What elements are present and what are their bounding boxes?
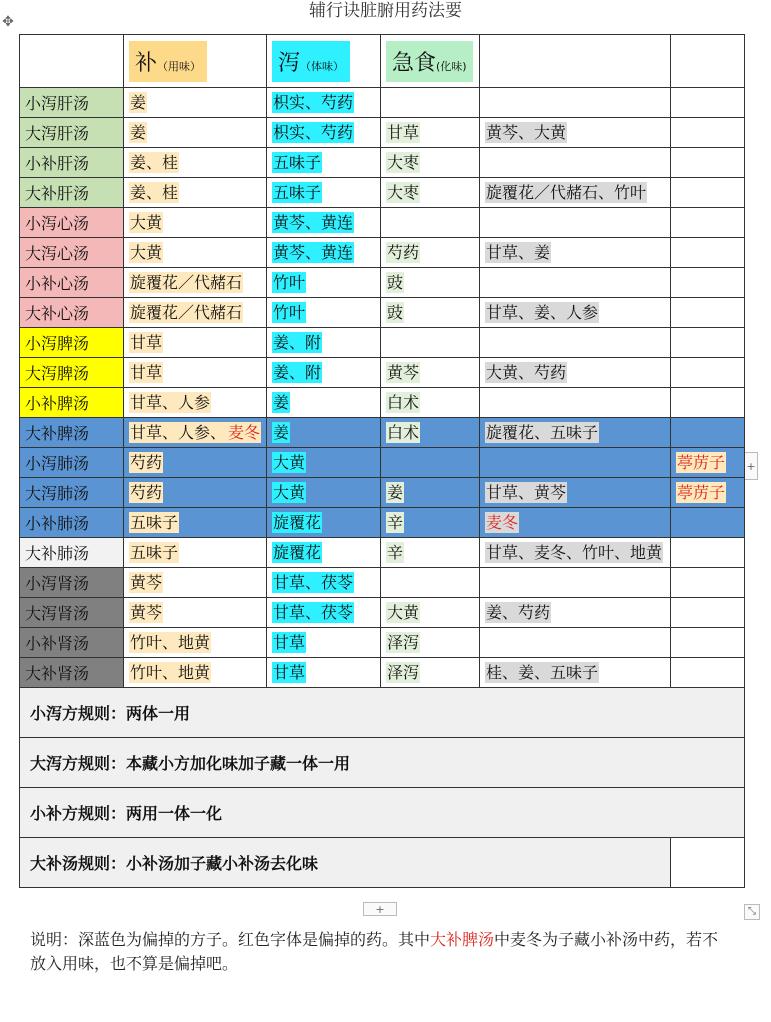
cell-bu xyxy=(124,148,267,178)
cell-extra2 xyxy=(671,328,745,358)
cell-extra2 xyxy=(671,628,745,658)
rule-blank-cell xyxy=(671,838,745,888)
cell-extra xyxy=(480,238,671,268)
cell-jishi xyxy=(381,568,480,598)
table-header-row xyxy=(20,35,745,88)
cell-extra-text: 旋覆花／代赭石、竹叶 xyxy=(486,182,647,202)
table-row xyxy=(20,178,745,208)
cell-jishi xyxy=(381,388,480,418)
cell-jishi-text: 白术 xyxy=(387,392,420,412)
cell-extra2-text: 葶苈子 xyxy=(677,452,726,472)
formula-name: 小补肾汤 xyxy=(20,628,124,658)
table-row xyxy=(20,208,745,238)
rule-row xyxy=(20,788,745,838)
cell-extra2 xyxy=(671,148,745,178)
formula-name: 大泻肝汤 xyxy=(20,118,124,148)
rule-row xyxy=(20,738,745,788)
cell-jishi-text: 泽泻 xyxy=(387,632,420,652)
add-row-plus-icon[interactable]: + xyxy=(363,902,397,916)
cell-extra2-text: 葶苈子 xyxy=(677,482,726,502)
header-jishi xyxy=(381,35,480,88)
table-row xyxy=(20,628,745,658)
cell-bu-text: 甘草、人参 xyxy=(130,392,211,412)
cell-bu xyxy=(124,448,267,478)
cell-extra2 xyxy=(671,358,745,388)
cell-extra-text: 旋覆花、五味子 xyxy=(486,422,599,442)
cell-extra xyxy=(480,298,671,328)
cell-extra2 xyxy=(671,538,745,568)
formula-name: 大补肝汤 xyxy=(20,178,124,208)
formula-name: 大补肺汤 xyxy=(20,538,124,568)
cell-xie xyxy=(267,598,381,628)
cell-xie-text: 枳实、芍药 xyxy=(273,122,354,142)
cell-bu xyxy=(124,178,267,208)
cell-jishi xyxy=(381,478,480,508)
cell-extra xyxy=(480,208,671,238)
cell-bu xyxy=(124,268,267,298)
table-row xyxy=(20,418,745,448)
cell-jishi-text: 豉 xyxy=(387,302,404,322)
cell-extra xyxy=(480,118,671,148)
cell-jishi xyxy=(381,508,480,538)
cell-xie xyxy=(267,568,381,598)
cell-extra xyxy=(480,418,671,448)
add-column-plus-icon[interactable]: + xyxy=(744,452,758,480)
cell-jishi-text: 泽泻 xyxy=(387,662,420,682)
cell-jishi-text: 甘草 xyxy=(387,122,420,142)
cell-extra xyxy=(480,148,671,178)
cell-xie xyxy=(267,208,381,238)
cell-bu-text: 芍药 xyxy=(130,482,163,502)
cell-bu xyxy=(124,118,267,148)
table-row xyxy=(20,508,745,538)
cell-xie xyxy=(267,268,381,298)
formula-name: 大补肾汤 xyxy=(20,658,124,688)
header-xie-label xyxy=(272,41,350,82)
cell-jishi xyxy=(381,538,480,568)
document-title: 辅行诀脏腑用药法要 xyxy=(309,1,462,21)
table-row xyxy=(20,568,745,598)
cell-jishi xyxy=(381,118,480,148)
cell-jishi xyxy=(381,148,480,178)
cell-jishi xyxy=(381,178,480,208)
cell-xie-text: 甘草 xyxy=(273,632,306,652)
table-row xyxy=(20,238,745,268)
cell-xie-text: 甘草 xyxy=(273,662,306,682)
cell-bu-text: 五味子 xyxy=(130,512,179,532)
table-row xyxy=(20,448,745,478)
cell-jishi xyxy=(381,418,480,448)
formula-name: 大泻肾汤 xyxy=(20,598,124,628)
cell-xie xyxy=(267,178,381,208)
cell-jishi xyxy=(381,628,480,658)
cell-extra xyxy=(480,268,671,298)
table-row xyxy=(20,358,745,388)
cell-bu xyxy=(124,208,267,238)
cell-xie xyxy=(267,328,381,358)
header-bu-small: （用味） xyxy=(157,59,202,73)
cell-bu-text: 五味子 xyxy=(130,542,179,562)
cell-xie xyxy=(267,508,381,538)
cell-extra2 xyxy=(671,448,745,478)
cell-xie-text: 大黄 xyxy=(273,482,306,502)
cell-xie-text: 甘草、茯苓 xyxy=(273,572,354,592)
table-row xyxy=(20,598,745,628)
formula-name: 小补心汤 xyxy=(20,268,124,298)
cell-jishi xyxy=(381,328,480,358)
cell-jishi xyxy=(381,598,480,628)
cell-extra-text: 大黄、芍药 xyxy=(486,362,567,382)
cell-jishi-text: 芍药 xyxy=(387,242,420,262)
rule-text: 小补方规则：两用一体一化 xyxy=(20,788,745,838)
cell-extra xyxy=(480,478,671,508)
rule-row xyxy=(20,688,745,738)
cell-extra xyxy=(480,508,671,538)
table-row xyxy=(20,538,745,568)
formula-name: 小泻脾汤 xyxy=(20,328,124,358)
formula-name: 大补脾汤 xyxy=(20,418,124,448)
cell-bu-text: 甘草 xyxy=(130,362,163,382)
rule-text: 大泻方规则：本藏小方加化味加子藏一体一用 xyxy=(20,738,745,788)
table-row xyxy=(20,658,745,688)
cell-bu-text: 黄芩 xyxy=(130,572,163,592)
formula-name: 大泻脾汤 xyxy=(20,358,124,388)
rule-row xyxy=(20,838,745,888)
cell-xie-text: 姜、附 xyxy=(273,362,322,382)
cell-extra xyxy=(480,658,671,688)
cell-xie-text: 旋覆花 xyxy=(273,512,322,532)
cell-xie xyxy=(267,388,381,418)
cell-extra2 xyxy=(671,268,745,298)
table-row xyxy=(20,388,745,418)
formula-name: 小泻心汤 xyxy=(20,208,124,238)
cell-bu xyxy=(124,418,267,448)
cell-xie-text: 五味子 xyxy=(273,152,322,172)
cell-xie xyxy=(267,628,381,658)
cell-xie xyxy=(267,448,381,478)
cell-jishi xyxy=(381,88,480,118)
cell-extra xyxy=(480,628,671,658)
cell-bu xyxy=(124,358,267,388)
formula-name: 小泻肝汤 xyxy=(20,88,124,118)
cell-xie xyxy=(267,478,381,508)
cell-extra-text: 黄芩、大黄 xyxy=(486,122,567,142)
cell-extra xyxy=(480,88,671,118)
cell-xie-text: 五味子 xyxy=(273,182,322,202)
cell-jishi xyxy=(381,268,480,298)
cell-extra-text: 甘草、姜、人参 xyxy=(486,302,599,322)
cell-extra-text: 甘草、黄芩 xyxy=(486,482,567,502)
header-jishi-big: 急食 xyxy=(392,50,437,76)
formula-name: 小补肝汤 xyxy=(20,148,124,178)
cell-jishi-text: 大枣 xyxy=(387,182,420,202)
cell-extra2 xyxy=(671,88,745,118)
cell-xie-text: 大黄 xyxy=(273,452,306,472)
table-row xyxy=(20,268,745,298)
cell-extra-text: 甘草、姜 xyxy=(486,242,551,262)
header-bu-big: 补 xyxy=(135,50,158,76)
cell-bu xyxy=(124,298,267,328)
cell-extra2 xyxy=(671,478,745,508)
cell-xie-text: 旋覆花 xyxy=(273,542,322,562)
cell-xie xyxy=(267,148,381,178)
prescription-table xyxy=(19,34,745,888)
cell-jishi-text: 黄芩 xyxy=(387,362,420,382)
cell-extra xyxy=(480,358,671,388)
cell-xie-text: 竹叶 xyxy=(273,302,306,322)
header-jishi-small: (化味) xyxy=(436,59,467,73)
header-xie-big: 泻 xyxy=(278,50,301,76)
cell-extra2 xyxy=(671,178,745,208)
header-col6 xyxy=(671,35,745,88)
formula-name: 大泻肺汤 xyxy=(20,478,124,508)
cell-bu-text: 大黄 xyxy=(130,212,163,232)
cell-bu-text: 甘草 xyxy=(130,332,163,352)
cell-jishi xyxy=(381,208,480,238)
cell-bu xyxy=(124,598,267,628)
cell-extra2 xyxy=(671,238,745,268)
cell-xie-text: 姜 xyxy=(273,392,290,412)
cell-bu-text: 姜、桂 xyxy=(130,182,179,202)
cell-xie xyxy=(267,418,381,448)
cell-bu-text: 大黄 xyxy=(130,242,163,262)
header-xie-small: （体味） xyxy=(300,59,345,73)
cell-xie-text: 黄芩、黄连 xyxy=(273,212,354,232)
note-text-2: 中麦冬为子藏小补汤中药，若不放入用味，也不算是偏掉吧。 xyxy=(30,930,719,973)
cell-bu-text: 甘草、人参、 xyxy=(130,422,227,442)
cell-jishi xyxy=(381,298,480,328)
table-row xyxy=(20,328,745,358)
cell-extra2 xyxy=(671,418,745,448)
header-xie xyxy=(267,35,381,88)
cell-bu-text: 姜 xyxy=(130,122,147,142)
formula-name: 小补肺汤 xyxy=(20,508,124,538)
cell-bu-text: 竹叶、地黄 xyxy=(130,662,211,682)
cell-bu xyxy=(124,88,267,118)
cell-extra-text: 桂、姜、五味子 xyxy=(486,662,599,682)
table-row xyxy=(20,118,745,148)
cell-extra xyxy=(480,178,671,208)
table-move-handle-icon[interactable]: ✥ xyxy=(2,14,14,30)
table-resize-icon[interactable]: ⤡ xyxy=(744,904,760,920)
cell-bu xyxy=(124,238,267,268)
rule-text: 大补汤规则：小补汤加子藏小补汤去化味 xyxy=(20,838,671,888)
header-bu xyxy=(124,35,267,88)
cell-extra2 xyxy=(671,298,745,328)
cell-jishi xyxy=(381,448,480,478)
formula-name: 大泻心汤 xyxy=(20,238,124,268)
cell-jishi xyxy=(381,238,480,268)
cell-xie xyxy=(267,658,381,688)
cell-xie xyxy=(267,538,381,568)
cell-bu-text: 旋覆花／代赭石 xyxy=(130,272,243,292)
cell-extra2 xyxy=(671,118,745,148)
cell-extra2 xyxy=(671,658,745,688)
header-jishi-label xyxy=(386,41,473,82)
cell-xie xyxy=(267,118,381,148)
table-row xyxy=(20,88,745,118)
cell-extra xyxy=(480,598,671,628)
cell-extra2 xyxy=(671,208,745,238)
cell-bu-text: 姜 xyxy=(130,92,147,112)
cell-jishi-text: 姜 xyxy=(387,482,404,502)
cell-extra xyxy=(480,568,671,598)
cell-xie-text: 竹叶 xyxy=(273,272,306,292)
cell-jishi-text: 辛 xyxy=(387,542,404,562)
formula-name: 小泻肺汤 xyxy=(20,448,124,478)
cell-jishi-text: 辛 xyxy=(387,512,404,532)
note-text-1: 说明：深蓝色为偏掉的方子。红色字体是偏掉的药。其中 xyxy=(30,930,431,949)
cell-jishi-text: 大黄 xyxy=(387,602,420,622)
cell-xie-text: 黄芩、黄连 xyxy=(273,242,354,262)
cell-bu-text: 黄芩 xyxy=(130,602,163,622)
cell-xie-text: 姜、附 xyxy=(273,332,322,352)
explanation-note xyxy=(30,928,730,976)
cell-bu xyxy=(124,328,267,358)
cell-extra2 xyxy=(671,568,745,598)
cell-jishi xyxy=(381,358,480,388)
cell-bu xyxy=(124,658,267,688)
rule-text: 小泻方规则：两体一用 xyxy=(20,688,745,738)
cell-jishi-text: 豉 xyxy=(387,272,404,292)
cell-bu xyxy=(124,388,267,418)
cell-jishi xyxy=(381,658,480,688)
cell-xie xyxy=(267,88,381,118)
cell-bu xyxy=(124,478,267,508)
cell-jishi-text: 白术 xyxy=(387,422,420,442)
cell-bu-text: 竹叶、地黄 xyxy=(130,632,211,652)
cell-xie-text: 枳实、芍药 xyxy=(273,92,354,112)
cell-xie xyxy=(267,358,381,388)
header-bu-label xyxy=(129,41,207,82)
cell-extra2 xyxy=(671,508,745,538)
cell-bu xyxy=(124,508,267,538)
formula-name: 大补心汤 xyxy=(20,298,124,328)
cell-bu-text: 旋覆花／代赭石 xyxy=(130,302,243,322)
cell-bu-text: 芍药 xyxy=(130,452,163,472)
cell-bu xyxy=(124,628,267,658)
cell-extra2 xyxy=(671,388,745,418)
cell-extra xyxy=(480,448,671,478)
cell-xie xyxy=(267,298,381,328)
note-highlight: 大补脾汤 xyxy=(430,930,495,949)
cell-bu xyxy=(124,538,267,568)
cell-bu-text: 姜、桂 xyxy=(130,152,179,172)
cell-bu-red-text: 麦冬 xyxy=(228,422,261,442)
header-col5 xyxy=(480,35,671,88)
table-row xyxy=(20,478,745,508)
cell-extra xyxy=(480,538,671,568)
header-blank xyxy=(20,35,124,88)
cell-extra xyxy=(480,388,671,418)
table-row xyxy=(20,148,745,178)
cell-xie xyxy=(267,238,381,268)
formula-name: 小补脾汤 xyxy=(20,388,124,418)
cell-xie-text: 姜 xyxy=(273,422,290,442)
cell-jishi-text: 大枣 xyxy=(387,152,420,172)
cell-xie-text: 甘草、茯苓 xyxy=(273,602,354,622)
cell-extra2 xyxy=(671,598,745,628)
cell-extra xyxy=(480,328,671,358)
cell-bu xyxy=(124,568,267,598)
cell-extra-text: 姜、芍药 xyxy=(486,602,551,622)
formula-name: 小泻肾汤 xyxy=(20,568,124,598)
cell-extra-text: 麦冬 xyxy=(486,512,519,532)
cell-extra-text: 甘草、麦冬、竹叶、地黄 xyxy=(486,542,663,562)
table-row xyxy=(20,298,745,328)
